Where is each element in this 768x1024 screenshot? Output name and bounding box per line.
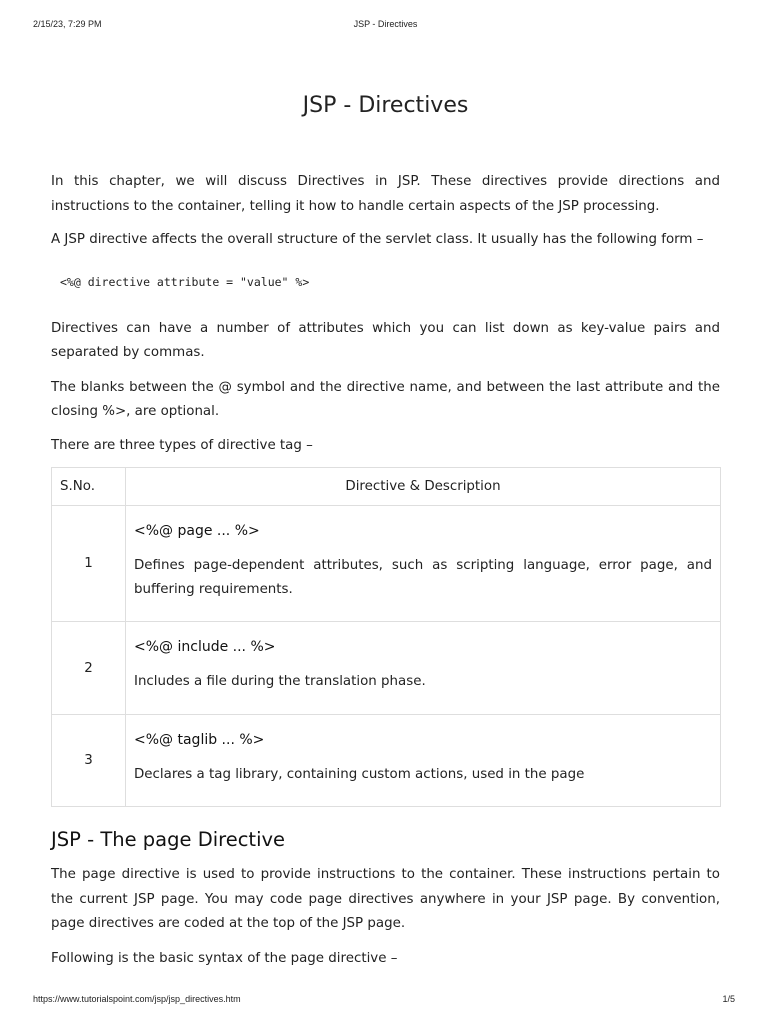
column-header-description: Directive & Description xyxy=(126,468,721,506)
article-content xyxy=(51,88,720,971)
intro-paragraph-2: A JSP directive affects the overall structure of the servlet class. It usually has the following form – xyxy=(51,232,704,247)
column-header-sno: S.No. xyxy=(52,468,126,506)
directive-description: Declares a tag library, containing custom actions, used in the page xyxy=(134,767,585,782)
table-header-row xyxy=(52,468,721,506)
directive-name: <%@ page ... %> xyxy=(134,523,260,539)
print-title: JSP - Directives xyxy=(353,19,418,29)
page-title: JSP - Directives xyxy=(302,93,469,118)
row-number: 1 xyxy=(52,506,126,622)
print-header xyxy=(33,19,738,33)
page-directive-paragraph-1 xyxy=(51,863,720,937)
table-row xyxy=(52,506,721,622)
print-date: 2/15/23, 7:29 PM xyxy=(33,19,102,29)
code-example: <%@ directive attribute = "value" %> xyxy=(60,274,310,289)
page-url: https://www.tutorialspoint.com/jsp/jsp_directives.htm xyxy=(33,994,241,1004)
table-row xyxy=(52,622,721,715)
page-number: 1/5 xyxy=(722,994,735,1004)
directive-description: Defines page-dependent attributes, such as scripting language, error page, and buffering requirements. xyxy=(134,558,712,597)
section-heading-page-directive: JSP - The page Directive xyxy=(51,828,286,851)
directive-cell xyxy=(126,506,721,622)
directive-cell xyxy=(126,715,721,807)
paragraph-text: directive is used to provide instructions to the container. These instructions pertain to the current JSP page. You may code page directives anywhere in your JSP page. By convention, page directives are coded at the top of the JSP page. xyxy=(51,867,720,931)
page-directive-paragraph-2: Following is the basic syntax of the page directive – xyxy=(51,950,398,966)
intro-paragraph-3: Directives can have a number of attributes which you can list down as key-value pairs and separated by commas. xyxy=(51,320,720,360)
print-footer xyxy=(33,994,735,1008)
directive-cell xyxy=(126,622,721,715)
directive-description: Includes a file during the translation phase. xyxy=(134,674,426,689)
directive-name: <%@ include ... %> xyxy=(134,639,276,655)
intro-paragraph-4: The blanks between the @ symbol and the directive name, and between the last attribute and the closing %>, are optional. xyxy=(51,379,720,419)
intro-paragraph-1: In this chapter, we will discuss Directives in JSP. These directives provide directions and instructions to the container, telling it how to handle certain aspects of the JSP processing. xyxy=(51,174,720,214)
directives-table xyxy=(51,467,721,807)
page-keyword: page xyxy=(82,867,116,882)
row-number: 3 xyxy=(52,715,126,807)
paragraph-text: The xyxy=(51,867,83,882)
intro-paragraph-5: There are three types of directive tag – xyxy=(51,437,313,453)
row-number: 2 xyxy=(52,622,126,715)
directive-name: <%@ taglib ... %> xyxy=(134,732,265,748)
table-row xyxy=(52,715,721,807)
